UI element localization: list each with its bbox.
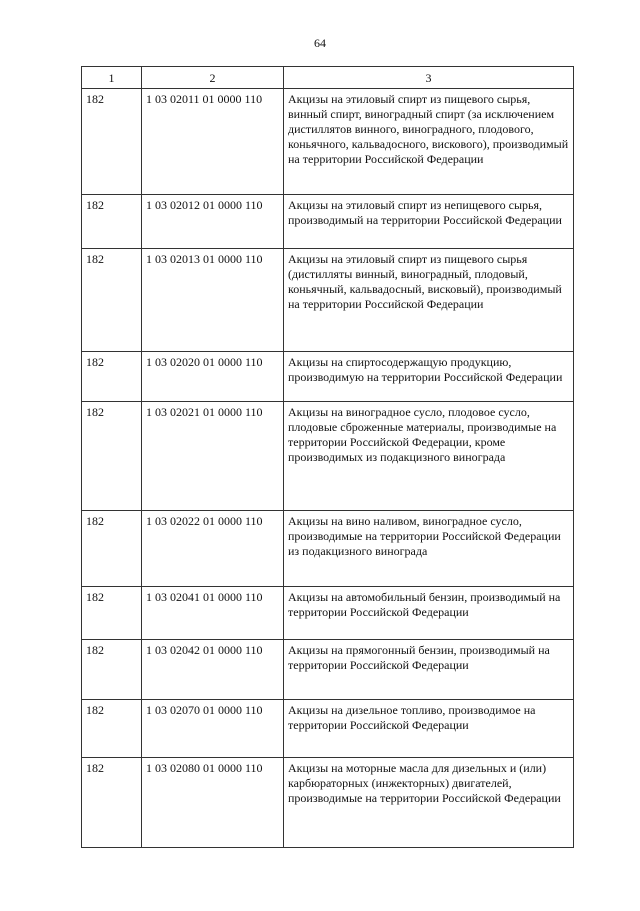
table-row	[82, 700, 574, 758]
admin-code-cell: 182	[82, 195, 142, 249]
description-cell: Акцизы на этиловый спирт из пищевого сырья (дистилляты винный, виноградный, плодовый, коньячный, кальвадосный, висковый), производимый на территории Российской Федерации	[284, 249, 574, 352]
budget-code-cell: 1 03 02022 01 0000 110	[142, 511, 284, 587]
budget-code-cell: 1 03 02041 01 0000 110	[142, 587, 284, 640]
table-row	[82, 352, 574, 402]
budget-code-cell: 1 03 02020 01 0000 110	[142, 352, 284, 402]
description-cell: Акцизы на этиловый спирт из непищевого сырья, производимый на территории Российской Федерации	[284, 195, 574, 249]
table-row	[82, 587, 574, 640]
admin-code-cell: 182	[82, 249, 142, 352]
admin-code-cell: 182	[82, 587, 142, 640]
admin-code-cell: 182	[82, 511, 142, 587]
description-cell: Акцизы на этиловый спирт из пищевого сырья, винный спирт, виноградный спирт (за исключением дистиллятов винного, виноградного, плодового, коньячного, кальвадосного, вискового), производимый на территории Российской Федерации	[284, 89, 574, 195]
admin-code-cell: 182	[82, 352, 142, 402]
description-cell: Акцизы на автомобильный бензин, производимый на территории Российской Федерации	[284, 587, 574, 640]
budget-code-cell: 1 03 02011 01 0000 110	[142, 89, 284, 195]
description-cell: Акцизы на спиртосодержащую продукцию, производимую на территории Российской Федерации	[284, 352, 574, 402]
column-header: 2	[142, 67, 284, 89]
table-row	[82, 758, 574, 848]
budget-code-cell: 1 03 02042 01 0000 110	[142, 640, 284, 700]
description-cell: Акцизы на моторные масла для дизельных и (или) карбюраторных (инжекторных) двигателей, производимые на территории Российской Федерации	[284, 758, 574, 848]
description-cell: Акцизы на виноградное сусло, плодовое сусло, плодовые сброженные материалы, производимые на территории Российской Федерации, кроме производимых из подакцизного винограда	[284, 402, 574, 511]
column-header: 3	[284, 67, 574, 89]
table-row	[82, 402, 574, 511]
admin-code-cell: 182	[82, 640, 142, 700]
admin-code-cell: 182	[82, 89, 142, 195]
page-number: 64	[314, 36, 326, 50]
table-row	[82, 195, 574, 249]
description-cell: Акцизы на вино наливом, виноградное сусло, производимые на территории Российской Федерации из подакцизного винограда	[284, 511, 574, 587]
description-cell: Акцизы на дизельное топливо, производимое на территории Российской Федерации	[284, 700, 574, 758]
table-row	[82, 249, 574, 352]
column-header: 1	[82, 67, 142, 89]
budget-code-cell: 1 03 02012 01 0000 110	[142, 195, 284, 249]
admin-code-cell: 182	[82, 758, 142, 848]
admin-code-cell: 182	[82, 402, 142, 511]
table-row	[82, 89, 574, 195]
budget-code-cell: 1 03 02070 01 0000 110	[142, 700, 284, 758]
table-row	[82, 640, 574, 700]
budget-code-cell: 1 03 02021 01 0000 110	[142, 402, 284, 511]
description-cell: Акцизы на прямогонный бензин, производимый на территории Российской Федерации	[284, 640, 574, 700]
table-row	[82, 511, 574, 587]
budget-code-cell: 1 03 02080 01 0000 110	[142, 758, 284, 848]
table-header-row	[82, 67, 574, 89]
budget-code-cell: 1 03 02013 01 0000 110	[142, 249, 284, 352]
admin-code-cell: 182	[82, 700, 142, 758]
revenue-codes-table	[81, 66, 574, 848]
